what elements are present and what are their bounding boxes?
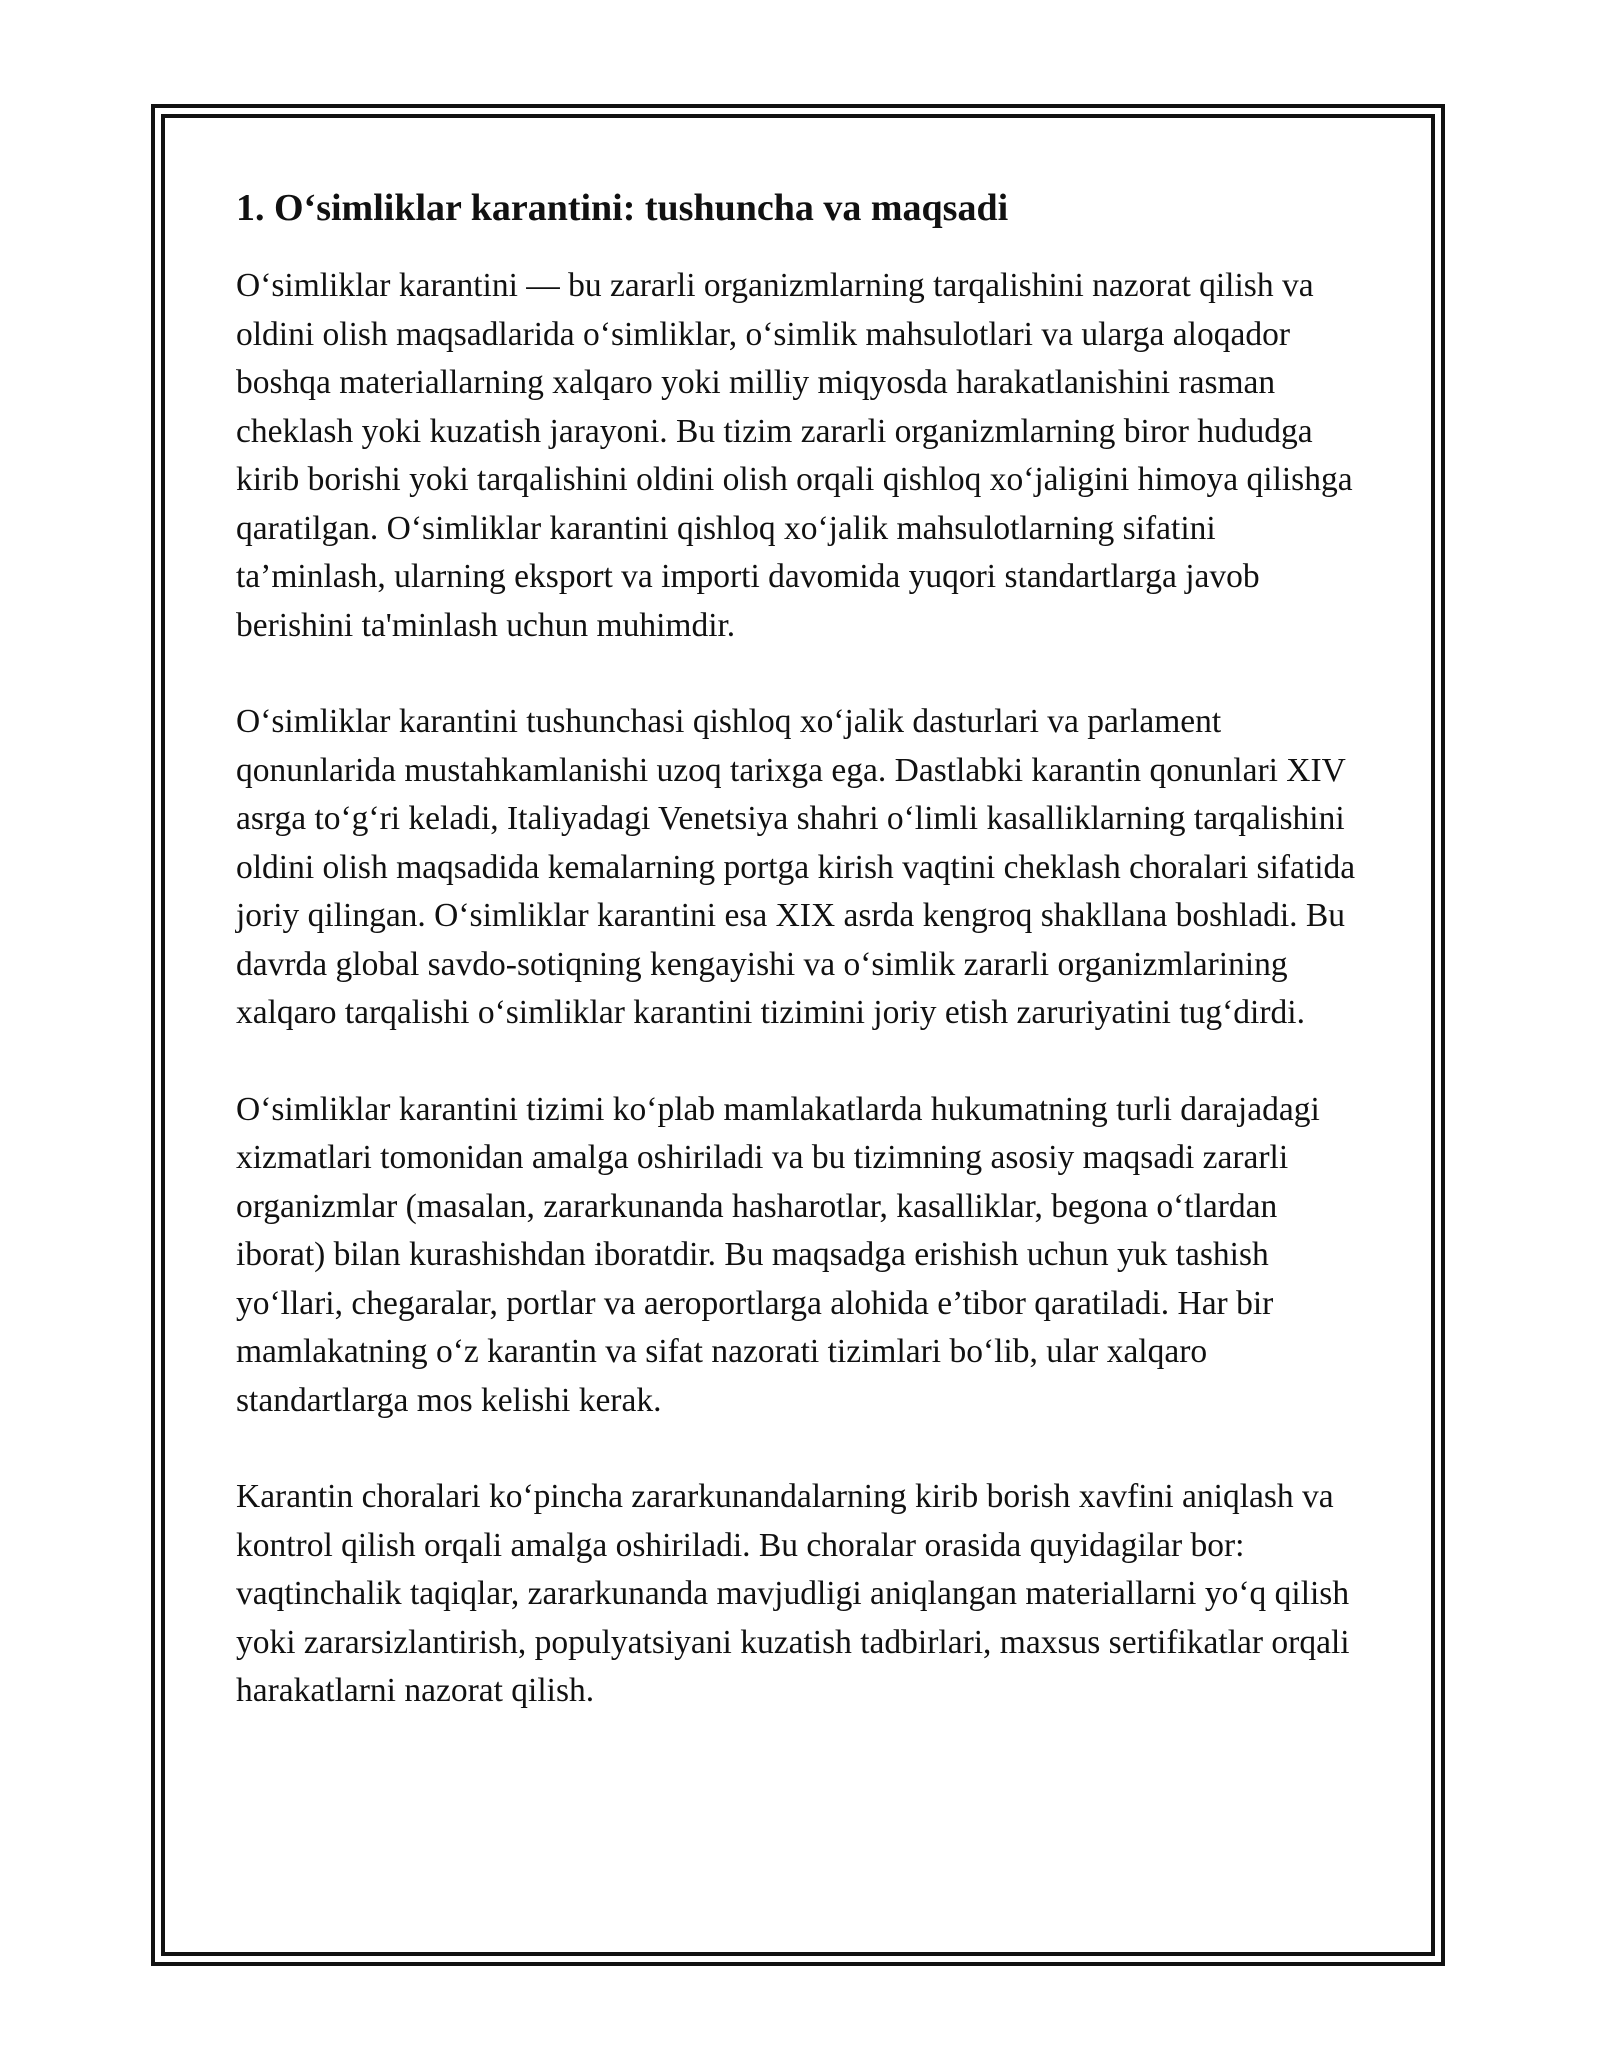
paragraph-history: O‘simliklar karantini tushunchasi qishloq xo‘jalik dasturlari va parlament qonunlarida mustahkamlanishi uzoq tarixga ega. Dastlabki karantin qonunlari XIV asrga to‘g‘ri keladi, Italiyadagi Venetsiya shahri o‘limli kasalliklarning tarqalishini oldini olish maqsadida kemalarning portga kirish vaqtini cheklash choralari sifatida joriy qilingan. O‘simliklar karantini esa XIX asrda kengroq shakllana boshladi. Bu davrda global savdo-sotiqning kengayishi va o‘simlik zararli organizmlarining xalqaro tarqalishi o‘simliklar karantini tizimini joriy etish zaruriyatini tug‘dirdi.: [236, 703, 1356, 1031]
document-body: [236, 184, 1366, 1764]
paragraph-definition: O‘simliklar karantini — bu zararli organizmlarning tarqalishini nazorat qilish va oldini olish maqsadlarida o‘simliklar, o‘simlik mahsulotlari va ularga aloqador boshqa materiallarning xalqaro yoki milliy miqyosda harakatlanishini rasman cheklash yoki kuzatish jarayoni. Bu tizim zararli organizmlarning biror hududga kirib borishi yoki tarqalishini oldini olish orqali qishloq xo‘jaligini himoya qilishga qaratilgan. O‘simliklar karantini qishloq xo‘jalik mahsulotlarning sifatini ta’minlash, ularning eksport va importi davomida yuqori standartlarga javob berishini ta'minlash uchun muhimdir.: [236, 267, 1353, 644]
paragraph-measures: Karantin choralari ko‘pincha zararkunandalarning kirib borish xavfini aniqlash va kontrol qilish orqali amalga oshiriladi. Bu choralar orasida quyidagilar bor: vaqtinchalik taqiqlar, zararkunanda mavjudligi aniqlangan materiallarni yo‘q qilish yoki zararsizlantirish, populyatsiyani kuzatish tadbirlari, maxsus sertifikatlar orqali harakatlarni nazorat qilish.: [236, 1478, 1350, 1709]
section-heading: 1. O‘simliklar karantini: tushuncha va maqsadi: [236, 187, 1009, 229]
paragraph-system: O‘simliklar karantini tizimi ko‘plab mamlakatlarda hukumatning turli darajadagi xizmatlari tomonidan amalga oshiriladi va bu tizimning asosiy maqsadi zararli organizmlar (masalan, zararkunanda hasharotlar, kasalliklar, begona o‘tlardan iborat) bilan kurashishdan iboratdir. Bu maqsadga erishish uchun yuk tashish yo‘llari, chegaralar, portlar va aeroportlarga alohida e’tibor qaratiladi. Har bir mamlakatning o‘z karantin va sifat nazorati tizimlari bo‘lib, ular xalqaro standartlarga mos kelishi kerak.: [236, 1090, 1320, 1419]
